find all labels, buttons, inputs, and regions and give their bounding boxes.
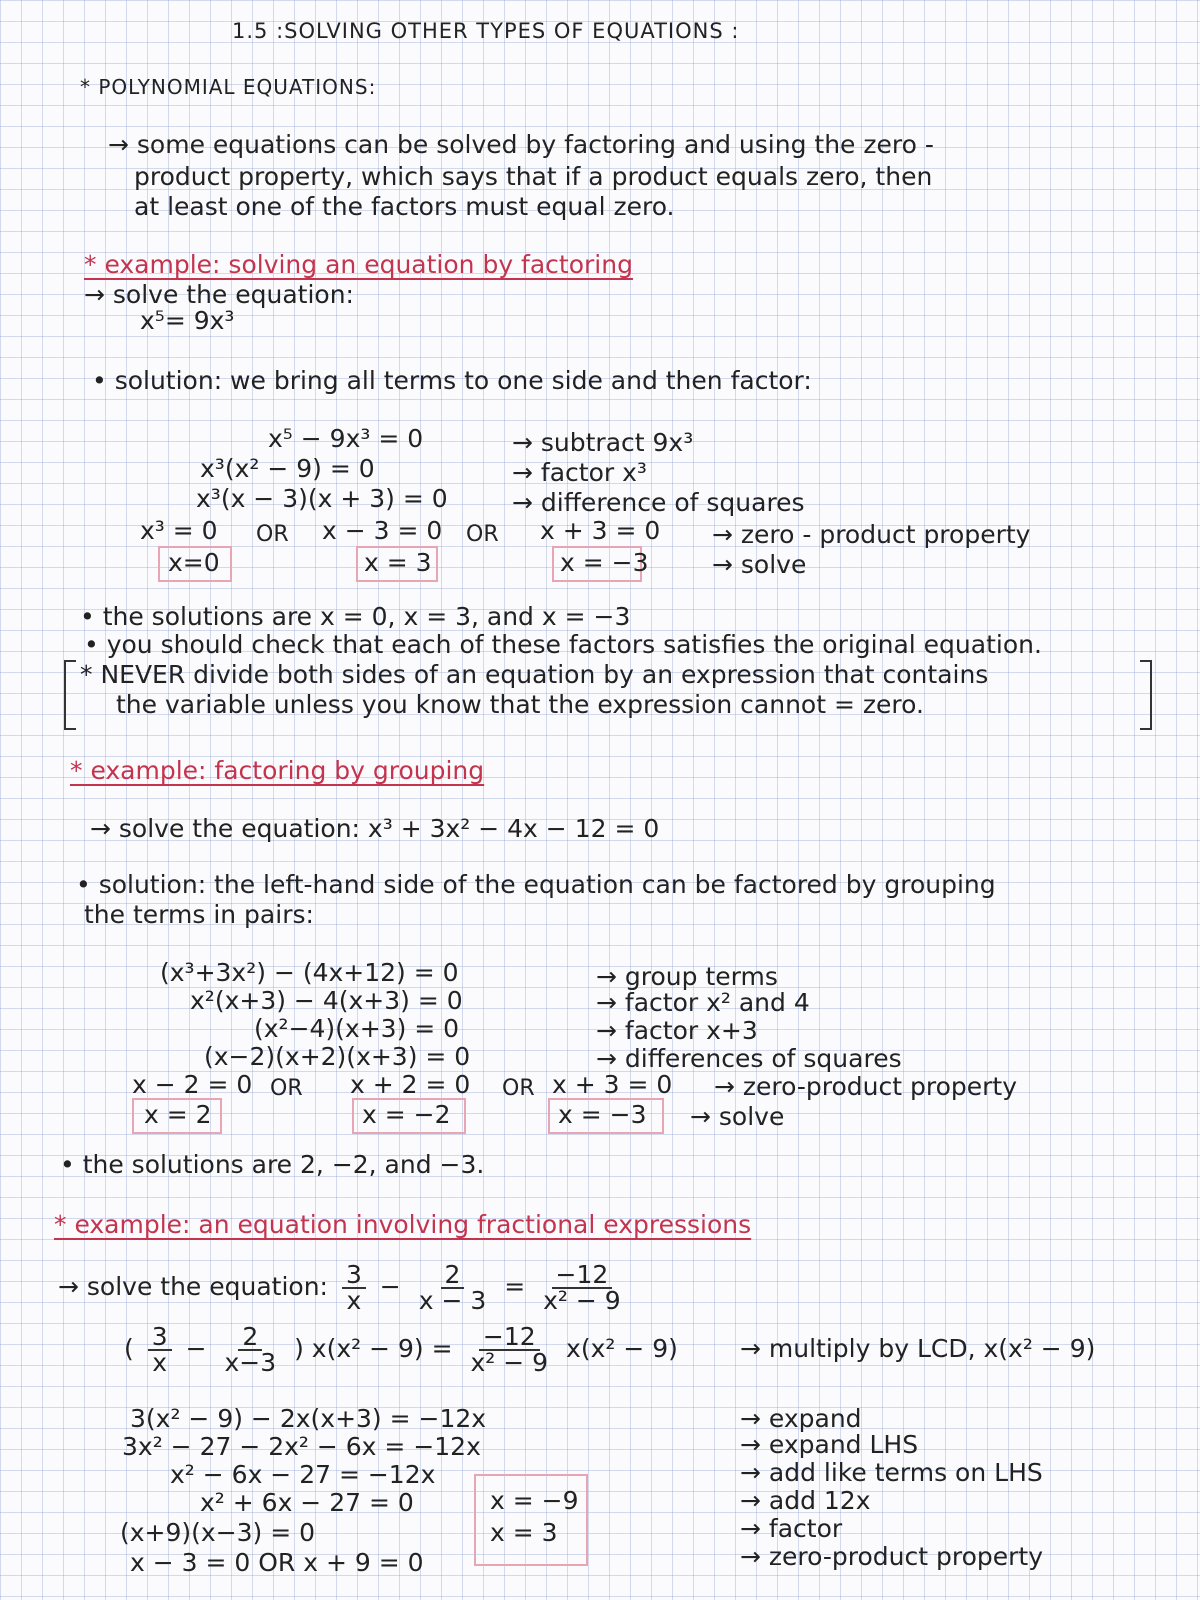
ex1-step-2-math: x³(x² − 9) = 0 (200, 454, 375, 483)
ex1-sol-b: x = 3 (364, 548, 432, 577)
ex2-zp-note: → zero-product property (714, 1072, 1018, 1101)
ex1-conclusion: • the solutions are x = 0, x = 3, and x = −3 (80, 602, 631, 631)
ex3-lcd-f3-den: x² − 9 (470, 1348, 549, 1377)
ex3-lcd-fraction-2 (220, 1322, 280, 1377)
ex3-step-5-note: → factor (740, 1514, 843, 1543)
ex3-f3-num: −12 (552, 1263, 613, 1289)
ex1-step-3-math: x³(x − 3)(x + 3) = 0 (196, 484, 448, 513)
ex1-sol-note: → solve (712, 550, 807, 579)
warning-line-2: the variable unless you know that the expression cannot = zero. (116, 690, 924, 719)
ex3-step-3-note: → add like terms on LHS (740, 1458, 1043, 1487)
ex3-lcd-f1-num: 3 (148, 1325, 172, 1351)
ex3-lcd-right: x(x² − 9) (566, 1334, 678, 1363)
ex2-step-1-math: (x³+3x²) − (4x+12) = 0 (160, 958, 459, 987)
ex2-conclusion: • the solutions are 2, −2, and −3. (60, 1150, 485, 1179)
ex3-f1-den: x (346, 1286, 362, 1315)
page-title: 1.5 :SOLVING OTHER TYPES OF EQUATIONS : (232, 19, 740, 43)
ex2-sol-c: x = −3 (558, 1100, 647, 1129)
ex3-step-2-note: → expand LHS (740, 1430, 919, 1459)
ex2-zp-or-2: OR (502, 1076, 535, 1101)
ex3-step-6-note: → zero-product property (740, 1542, 1044, 1571)
ex3-lcd-note: → multiply by LCD, x(x² − 9) (740, 1334, 1096, 1363)
ex2-step-2-math: x²(x+3) − 4(x+3) = 0 (190, 986, 463, 1015)
ex1-sol-c: x = −3 (560, 548, 649, 577)
ex2-step-3-math: (x²−4)(x+3) = 0 (254, 1014, 460, 1043)
section-heading: * POLYNOMIAL EQUATIONS: (80, 75, 377, 99)
intro-line-2: product property, which says that if a product equals zero, then (134, 162, 933, 191)
example-3-prompt: → solve the equation: (58, 1272, 328, 1301)
ex2-zp-c: x + 3 = 0 (552, 1070, 673, 1099)
ex3-f3-den: x² − 9 (543, 1286, 621, 1315)
ex2-solution-intro-1: • solution: the left-hand side of the equation can be factored by grouping (76, 870, 996, 899)
ex1-zp-c: x + 3 = 0 (540, 516, 661, 545)
ex1-step-1-math: x⁵ − 9x³ = 0 (268, 424, 424, 453)
ex2-step-3-note: → factor x+3 (596, 1016, 758, 1045)
example-1-solution-intro: • solution: we bring all terms to one side and then factor: (92, 366, 812, 395)
ex1-step-2-note: → factor x³ (512, 458, 647, 487)
ex1-step-1-note: → subtract 9x³ (512, 428, 694, 457)
ex3-lcd-fraction-3 (467, 1322, 553, 1377)
ex3-sol-1: x = −9 (490, 1486, 579, 1515)
ex2-step-4-note: → differences of squares (596, 1044, 902, 1073)
warning-line-1: * NEVER divide both sides of an equation by an expression that contains (80, 660, 989, 689)
ex1-check: • you should check that each of these factors satisfies the original equation. (84, 630, 1042, 659)
ex3-lcd-row (124, 1322, 678, 1376)
intro-line-1: → some equations can be solved by factoring and using the zero - (108, 130, 934, 159)
intro-line-3: at least one of the factors must equal zero. (134, 192, 675, 221)
ex1-zp-b: x − 3 = 0 (322, 516, 443, 545)
example-3-prompt-row (58, 1260, 631, 1314)
ex1-step-3-note: → difference of squares (512, 488, 805, 517)
ex2-zp-or-1: OR (270, 1076, 303, 1101)
ex2-step-1-note: → group terms (596, 962, 778, 991)
ex3-f2-den: x − 3 (418, 1286, 487, 1315)
ex2-step-4-math: (x−2)(x+2)(x+3) = 0 (204, 1042, 471, 1071)
ex3-step-4-note: → add 12x (740, 1486, 871, 1515)
ex3-step-2-math: 3x² − 27 − 2x² − 6x = −12x (122, 1432, 481, 1461)
ex3-step-5-math: (x+9)(x−3) = 0 (120, 1518, 316, 1547)
ex2-sol-note: → solve (690, 1102, 785, 1131)
ex3-lcd-f2-den: x−3 (224, 1348, 277, 1377)
ex3-f2-num: 2 (441, 1263, 465, 1289)
ex3-f1-num: 3 (342, 1263, 366, 1289)
ex3-fraction-3 (539, 1260, 625, 1315)
ex1-zp-or-2: OR (466, 522, 499, 547)
ex2-sol-a: x = 2 (144, 1100, 212, 1129)
ex1-zp-note: → zero - product property (712, 520, 1031, 549)
ex3-lcd-open: ( (124, 1334, 134, 1363)
ex3-lcd-fraction-1 (148, 1322, 172, 1377)
ex2-step-2-note: → factor x² and 4 (596, 988, 810, 1017)
example-1-equation: x⁵= 9x³ (140, 306, 235, 335)
ex3-lcd-f3-num: −12 (479, 1325, 540, 1351)
ex3-lcd-close: ) x(x² − 9) = (294, 1334, 453, 1363)
ex2-zp-b: x + 2 = 0 (350, 1070, 471, 1099)
ex3-step-4-math: x² + 6x − 27 = 0 (200, 1488, 414, 1517)
ex2-zp-a: x − 2 = 0 (132, 1070, 253, 1099)
warning-bracket-right (1140, 660, 1152, 730)
ex1-zp-a: x³ = 0 (140, 516, 218, 545)
ex3-lcd-f2-num: 2 (238, 1325, 262, 1351)
ex3-lcd-f1-den: x (152, 1348, 168, 1377)
ex2-solution-intro-2: the terms in pairs: (84, 900, 314, 929)
example-1-prompt: → solve the equation: (84, 280, 354, 309)
warning-bracket-left (64, 660, 76, 730)
ex3-fraction-1 (342, 1260, 366, 1315)
ex3-lcd-minus: − (185, 1334, 207, 1363)
example-3-label: * example: an equation involving fractional expressions (54, 1210, 752, 1239)
example-2-prompt: → solve the equation: x³ + 3x² − 4x − 12 = 0 (90, 814, 660, 843)
ex1-zp-or-1: OR (256, 522, 289, 547)
ex3-step-1-note: → expand (740, 1404, 862, 1433)
ex3-equals: = (504, 1272, 526, 1301)
ex1-sol-a: x=0 (168, 548, 220, 577)
ex3-sol-2: x = 3 (490, 1518, 558, 1547)
ex3-step-3-math: x² − 6x − 27 = −12x (170, 1460, 436, 1489)
ex3-step-6-math: x − 3 = 0 OR x + 9 = 0 (130, 1548, 424, 1577)
ex3-fraction-2 (415, 1260, 491, 1315)
ex3-minus: − (379, 1272, 401, 1301)
example-2-label: * example: factoring by grouping (70, 756, 485, 785)
ex2-sol-b: x = −2 (362, 1100, 451, 1129)
ex3-step-1-math: 3(x² − 9) − 2x(x+3) = −12x (130, 1404, 487, 1433)
example-1-label: * example: solving an equation by factoring (84, 250, 633, 279)
